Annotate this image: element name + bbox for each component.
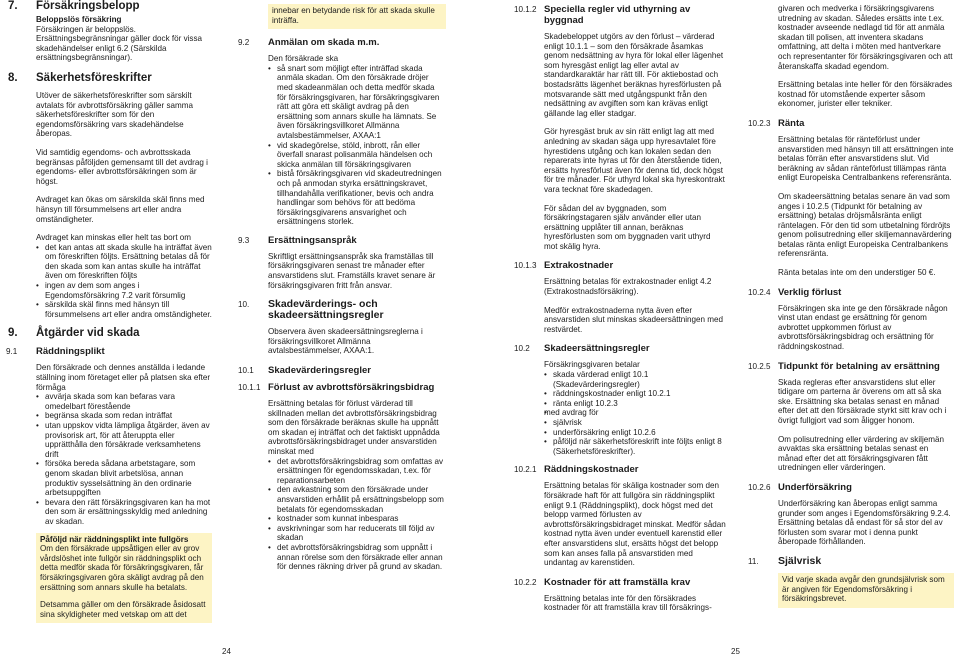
section-heading <box>8 327 212 340</box>
section-10-2-2 <box>514 576 726 613</box>
paragraph: För sådan del av byggnaden, som försäkringstagaren själv använder eller utan ersättning upplåter till annan, beräknas hyresförlusten som om byggnaden varit uthyrd mot skälig hyra. <box>544 203 711 251</box>
paragraph: Avdraget kan minskas eller helt tas bort om <box>36 233 192 243</box>
section-title: Extrakostnader <box>544 260 614 272</box>
box-title: Påföljd när räddningsplikt inte fullgörs <box>40 534 189 544</box>
section-heading <box>748 360 954 372</box>
list-item: • ränta enligt 10.2.3 <box>544 399 726 409</box>
paragraph: Om polisutredning eller värdering av skiljemän avvaktas ska ersättning betalas senast en månad efter det att försäkringsgivaren fått utredningen eller värderingen. <box>778 434 944 473</box>
section-heading <box>514 260 726 272</box>
section-number: 11. <box>748 556 759 566</box>
list-item: • självrisk <box>544 418 726 428</box>
paragraph: Ersättning betalas inte heller för den försäkrades kostnad för utomstående experter såsom ekonomer, jurister eller tekniker. <box>778 80 953 109</box>
section-title: Kostnader för att framställa krav <box>544 576 691 588</box>
paragraph: Ersättning betalas inte för den försäkrades kostnader för att framställa krav till försäkrings- <box>544 593 712 613</box>
section-number: 10.2.1 <box>514 465 537 475</box>
box-text: innebar en betydande risk för att skada skulle inträffa. <box>272 6 435 25</box>
section-number: 9.2 <box>238 38 250 48</box>
section-10-2-1 <box>514 464 726 568</box>
section-heading <box>8 71 212 85</box>
list-item: • försöka bereda sådana arbetstagare, som genom skadan blivit arbetslösa, annan produktiv sysselsättning än den ordinarie arbetsuppgiften <box>36 459 212 497</box>
paragraph: Skriftligt ersättningsanspråk ska framställas till försäkringsgivaren senast tre månader efter ansvarstidens slut. Framställs kravet senare är försäkringsgivaren fritt från ansvar. <box>268 251 436 290</box>
paragraph: Gör hyresgäst bruk av sin rätt enligt lag att med anledning av skadan säga upp hyresavtalet före hyrestidens utgång och kan lokalen sedan den reparerats inte hyras ut för den återstående tiden, ersätts hyresförlust även för denna tid, dock högst för tre månader. För uthyrd lokal ska hyreskontrakt vara tecknat före skadedagen. <box>544 127 725 194</box>
paragraph: Försäkringsgivaren betalar <box>544 360 640 370</box>
box-text: Detsamma gäller om den försäkrade åsidosatt sina skyldigheter med vetskap om att det <box>40 600 206 619</box>
section-number: 10.1.3 <box>514 261 537 271</box>
section-title: Räddningsplikt <box>36 346 105 358</box>
section-heading <box>238 37 446 49</box>
section-title: Skadevärderingsregler <box>268 365 371 377</box>
section-heading <box>514 464 726 476</box>
paragraph: Ersättning betalas för skäliga kostnader som den försäkrade haft för att fullgöra sin räddningsplikt enligt 9.1 (Räddningsplikt), dock högst med det belopp varmed förlusten av avbrottsförsäkringsbidraget minskat. Medför sådan kostnad nytta även under eventuell karenstid eller efter ansvarstidens slut, ersätts högst det belopp som kan anses falla på ansvarstiden med undantag av karenstiden. <box>544 481 726 568</box>
section-number: 9. <box>8 327 18 340</box>
section-number: 10.1.1 <box>238 383 261 393</box>
paragraph: Den försäkrade och dennes anställda i ledande ställning inom företaget eller på platsen ska efter förmåga <box>36 363 211 392</box>
section-title: Speciella regler vid uthyrning av byggnad <box>544 4 691 26</box>
paragraph: Vid samtidig egendoms- och avbrottsskada begränsas påföljden gemensamt till det avdrag i egendoms- eller avbrottsförsäkringen som är högst. <box>36 147 208 186</box>
column-2 <box>238 4 446 572</box>
list-item: • underförsäkring enligt 10.2.6 <box>544 428 726 438</box>
column-1 <box>6 0 212 623</box>
section-title: Försäkringsbelopp <box>36 0 140 12</box>
list-item: • bevara den rätt försäkringsgivaren kan ha mot den som är ersättningsskyldig med anledning av skadan. <box>36 498 212 527</box>
section-title: Åtgärder vid skada <box>36 327 140 340</box>
section-heading <box>238 365 446 377</box>
section-10-2-3 <box>748 117 954 278</box>
section-9-2 <box>238 37 446 227</box>
section-heading <box>514 343 726 355</box>
section-10-1-3 <box>514 260 726 334</box>
list-item: • den avkastning som den försäkrade under ansvarstiden erhållit på ersättningsbelopp som betalats för egendomsskadan <box>268 485 446 514</box>
list-item: • avvärja skada som kan befaras vara omedelbart förestående <box>36 392 212 411</box>
highlight-box <box>778 573 954 608</box>
section-heading <box>238 382 446 394</box>
paragraph: Ersättning betalas för ränteförlust under ansvarstiden med hänsyn till att ersättningen inte betalas förrän efter ansvarstidens slut. Vid beräkning av sådan ränteförlust tillämpas ränta enligt Europeiska Centralbankens referensränta. <box>778 134 954 183</box>
paragraph: Om skadeersättning betalas senare än vad som anges i 10.2.5 (Tidpunkt för betalning av ersättning) betalas dröjsmålsränta enligt räntelagen. För den tid som utbetalning fördröjts genom polisutredning eller skiljemannavärdering betalas ränta enligt Europeiska Centralbankens referensränta. <box>778 191 952 259</box>
section-10-1-2 <box>514 4 726 251</box>
section-title: Tidpunkt för betalning av ersättning <box>778 360 940 372</box>
list-item: • räddningskostnader enligt 10.2.1 <box>544 389 726 399</box>
section-number: 10.2.2 <box>514 577 537 587</box>
paragraph: Observera även skadeersättningsreglerna i försäkringsvillkoret Allmänna avtalsbestämmelser, AXAA:1. <box>268 327 423 356</box>
list-item: • det avbrottsförsäkringsbidrag som omfattas av ersättningen för egendomsskadan, t.ex. för reparationsarbeten <box>268 457 446 486</box>
page-number: 25 <box>731 647 740 656</box>
bullet-list <box>544 370 726 456</box>
paragraph: Skadebeloppet utgörs av den förlust – värderad enligt 10.1.1 – som den försäkrade åsamkas genom nedsättning av hyra för lokal eller lägenhet som hyresgäst enligt lag eller avtal av standardkaraktär har rätt till. För aktiebostad och bostadsrätts lägenhet beräknas hyresförlusten på motsvarande sätt med utgångspunkt från den nedsättning av avgiften som kan krävas enligt gällande lag eller stadgar. <box>544 32 724 118</box>
paragraph: Utöver de säkerhetsföreskrifter som särskilt avtalats för avbrottsförsäkring gäller samma säkerhetsföreskrifter som för den egendomsförsäkring vars skadehändelse åberopas. <box>36 90 193 139</box>
sub-heading: Beloppslös försäkring <box>36 15 122 24</box>
section-number: 8. <box>8 71 18 84</box>
section-number: 7. <box>8 0 18 12</box>
section-number: 10.1 <box>238 366 254 376</box>
paragraph: Skada regleras efter ansvarstidens slut eller tidigare om parterna är överens om att så ska ske. Ersättning ska betalas senast en månad efter det att den försäkrade styrkt sitt krav och i övrigt fullgjort vad som åligger honom. <box>778 377 947 425</box>
section-10 <box>238 298 446 356</box>
section-number: 10.2.6 <box>748 482 771 492</box>
paragraph: Avdraget kan ökas om särskilda skäl finns med hänsyn till försummelsens art eller andra omständigheter. <box>36 195 205 224</box>
section-heading <box>238 298 446 322</box>
section-11 <box>748 554 954 608</box>
section-title: Underförsäkring <box>778 481 852 493</box>
paragraph: Den försäkrade ska <box>268 54 339 64</box>
paragraph: Ersättning betalas för förlust värderad till skillnaden mellan det avbrottsförsäkringsbidrag som den försäkrade beräknas skulle ha uppnått om skadan ej inträffat och det faktiskt uppnådda avbrottsförsäkringsbidraget under ansvarstiden minskat med <box>268 399 440 456</box>
section-number: 10.2.4 <box>748 287 771 297</box>
bullet-list <box>36 243 212 320</box>
paragraph: Försäkringen ska inte ge den försäkrade någon vinst utan endast ge ersättning för genom avbrottet uppkommen förlust av avbrottsförsäkringsbidrag och ersättning för räddningskostnad. <box>778 303 948 352</box>
section-number: 10.1.2 <box>514 5 537 14</box>
list-item: • det kan antas att skada skulle ha inträffat även om föreskriften följts. Ersättning betalas då för den skada som kan antas skulle ha inträffat även om föreskriften följts <box>36 243 212 281</box>
list-item: • påföljd när säkerhetsföreskrift inte följts enligt 8 (Säkerhetsföreskrifter). <box>544 437 726 456</box>
paragraph: Underförsäkring kan åberopas enligt samma grunder som anges i Egendomsförsäkring 9.2.4. Ersättning betalas då endast för så stor del av förlusten som svarar mot i denna punkt åberopade förhållanden. <box>778 498 951 547</box>
section-heading <box>748 117 954 129</box>
section-number: 10.2.5 <box>748 361 771 371</box>
list-item: • ingen av dem som anges i Egendomsförsäkring 7.2 varit försumlig <box>36 281 212 300</box>
section-heading <box>8 0 212 13</box>
list-item: • bistå försäkringsgivaren vid skadeutredningen och på anmodan styrka ersättningskravet, tillhandahålla verifikationer, bevis och andra handlingar som behövs för att bedöma försäkringsgivarens ansvarighet och ersättningens storlek. <box>268 169 446 227</box>
section-title: Skadeersättningsregler <box>544 343 650 355</box>
section-heading <box>6 346 212 358</box>
section-number: 9.3 <box>238 235 250 245</box>
list-item: • vid skadegörelse, stöld, inbrott, rån eller överfall snarast polisanmäla händelsen och skicka anmälan till försäkringsgivaren <box>268 141 446 170</box>
section-title: Säkerhetsföreskrifter <box>36 71 152 84</box>
paragraph: Försäkringen är beloppslös. Ersättningsbegränsningar gäller dock för vissa skadehändelser enligt 6.2 (Särskilda ersättningsbegränsningar). <box>36 24 203 63</box>
section-9-1 <box>6 346 212 623</box>
column-4 <box>748 4 954 608</box>
section-10-2-4 <box>748 286 954 352</box>
box-text: Vid varje skada avgår den grundsjälvrisk som är angiven för Egendomsförsäkring i försäkringsbrevet. <box>782 574 945 604</box>
list-item: • begränsa skada som redan inträffat <box>36 411 212 421</box>
section-10-1 <box>238 365 446 377</box>
paragraph: Ersättning betalas för extrakostnader enligt 4.2 (Extrakostnadsförsäkring). <box>544 277 712 297</box>
section-title: Självrisk <box>778 554 822 567</box>
section-title: Anmälan om skada m.m. <box>268 37 380 49</box>
section-heading <box>514 576 726 588</box>
section-title: Skadevärderings- och skadeersättningsregler <box>268 298 384 322</box>
section-heading <box>238 234 446 246</box>
section-title: Räddningskostnader <box>544 464 639 476</box>
list-item: • utan uppskov vidta lämpliga åtgärder, även av provisorisk art, för att återuppta eller upprätthålla den försäkrade verksamhetens drift <box>36 421 212 459</box>
section-8 <box>8 71 212 319</box>
section-title: Förlust av avbrottsförsäkringsbidrag <box>268 382 435 394</box>
column-3 <box>514 4 726 622</box>
section-title: Verklig förlust <box>778 286 842 298</box>
paragraph: Ränta betalas inte om den understiger 50 €. <box>778 268 936 278</box>
section-heading <box>748 554 954 567</box>
box-text: Om den försäkrade uppsåtligen eller av grov vårdslöshet inte fullgör sin räddningsplikt och detta medför skada för försäkringsgivaren, får försäkringsgivaren göra skäligt avdrag på den ersättning som annars skulle ha betalats. <box>40 544 204 592</box>
section-heading <box>514 4 726 26</box>
section-number: 10.2 <box>514 344 530 354</box>
list-item: • kostnader som kunnat inbesparas <box>268 514 446 524</box>
section-9-3 <box>238 234 446 290</box>
section-title: Ersättningsanspråk <box>268 234 357 246</box>
section-10-2-6 <box>748 481 954 547</box>
page-number: 24 <box>222 647 231 656</box>
section-heading <box>748 286 954 298</box>
section-9 <box>8 327 212 340</box>
highlight-box-continued <box>268 4 446 29</box>
section-10-2 <box>514 343 726 456</box>
section-10-2-5 <box>748 360 954 473</box>
section-10-1-1 <box>238 382 446 572</box>
list-item: • med avdrag för <box>544 408 726 418</box>
bullet-list <box>268 457 446 572</box>
list-item: • avskrivningar som har reducerats till följd av skadan <box>268 524 446 543</box>
section-number: 9.1 <box>6 347 18 357</box>
section-heading <box>748 481 954 493</box>
paragraph: Medför extrakostnaderna nytta även efter ansvarstiden slut minskas skadeersättningen med restvärdet. <box>544 305 724 334</box>
section-title: Ränta <box>778 117 805 129</box>
list-item: • skada värderad enligt 10.1 (Skadevärderingsregler) <box>544 370 726 389</box>
section-number: 10. <box>238 300 250 310</box>
section-number: 10.2.3 <box>748 118 771 128</box>
highlight-box <box>36 533 212 624</box>
list-item: • det avbrottsförsäkringsbidrag som uppnått i annan rörelse som den försäkrade eller annan för dennes räkning driver på grund av skadan. <box>268 543 446 572</box>
list-item: • särskilda skäl finns med hänsyn till försummelsens art eller andra omständigheter. <box>36 300 212 319</box>
bullet-list <box>36 392 212 526</box>
paragraph: givaren och medverka i försäkringsgivarens utredning av skadan. Således ersätts inte t.ex. kostnader avseende nedlagd tid för att anmäla skadan till polisen, att inventera skadans omfattning, att delta i möten med hantverkare och representanter för försäkringsgivaren och att återanskaffa skadad egendom. <box>778 4 953 71</box>
section-7 <box>8 0 212 63</box>
list-item: • så snart som möjligt efter inträffad skada anmäla skadan. Om den försäkrade dröjer med skadeanmälan och detta medför skada för försäkringsgivaren, har försäkringsgivaren rätt att göra ett skäligt avdrag på den ersättning som annars skulle ha lämnats. Se även försäkringsvillkoret Allmänna avtalsbestämmelser, AXAA:1 <box>268 64 446 141</box>
bullet-list <box>268 64 446 227</box>
